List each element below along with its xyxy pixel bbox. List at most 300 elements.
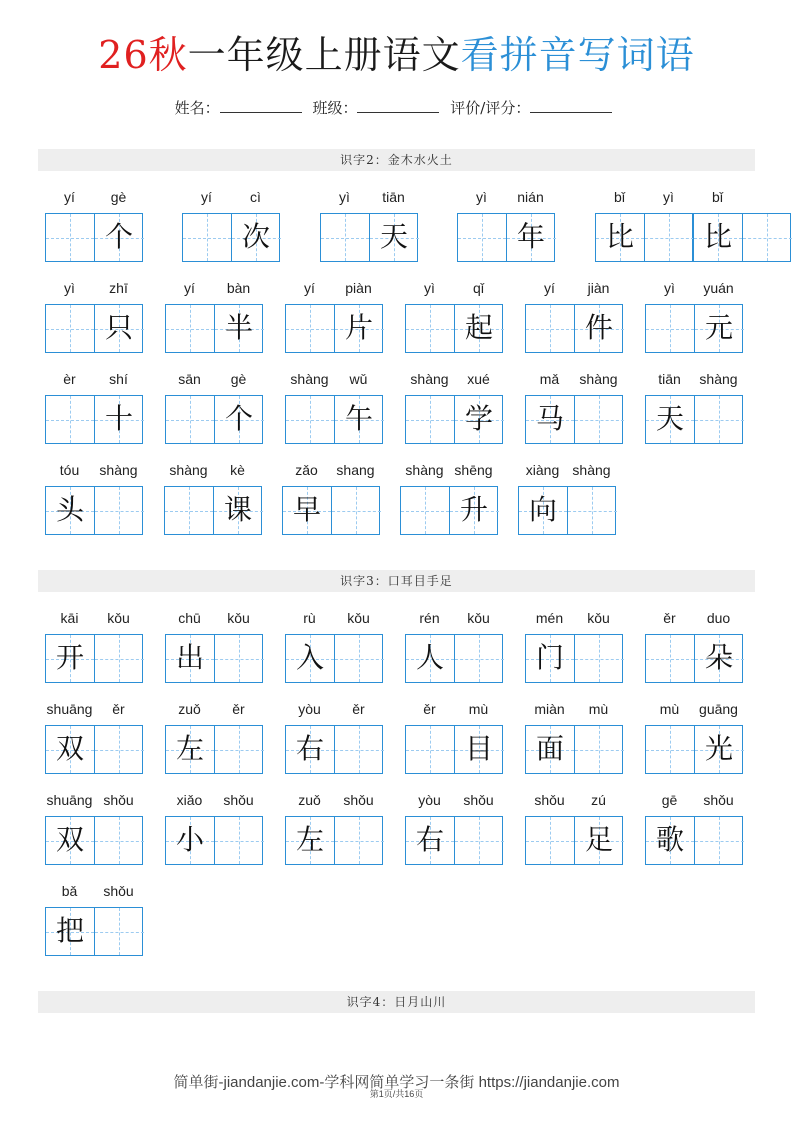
word-item	[282, 462, 380, 536]
writing-cell-1[interactable]	[166, 726, 215, 773]
hanzi-1: 歌	[655, 823, 684, 856]
pinyin-1: yì	[339, 189, 350, 205]
writing-cell-2[interactable]	[507, 214, 556, 261]
tianzige-box	[405, 816, 503, 865]
word-item	[165, 701, 263, 775]
hanzi-1	[406, 396, 454, 443]
hanzi-1	[321, 214, 369, 261]
writing-cell-1[interactable]	[321, 214, 370, 261]
word-item	[525, 280, 623, 354]
word-item	[285, 280, 383, 354]
writing-cell-1[interactable]	[406, 817, 455, 864]
pinyin-1: zuǒ	[298, 792, 321, 808]
pinyin-2: nián	[517, 189, 544, 205]
hanzi-1	[646, 726, 694, 773]
hanzi-1: 开	[55, 641, 84, 674]
tianzige-box	[645, 816, 743, 865]
hanzi-2: 件	[584, 311, 613, 344]
hanzi-1	[406, 726, 454, 773]
word-item	[285, 792, 383, 866]
section-heading-3: 识字4：日月山川	[38, 991, 755, 1013]
pinyin-2: kǒu	[107, 610, 130, 626]
tianzige-box	[164, 486, 262, 535]
writing-cell-1[interactable]	[646, 635, 695, 682]
page-title	[0, 30, 793, 80]
hanzi-2	[575, 396, 624, 443]
word-item	[182, 189, 280, 263]
writing-cell-1[interactable]	[401, 487, 450, 534]
tianzige-box	[285, 395, 383, 444]
writing-cell-1[interactable]	[46, 396, 95, 443]
pinyin-2: kǒu	[587, 610, 610, 626]
word-item	[525, 610, 623, 684]
word-item	[645, 610, 743, 684]
hanzi-2: 午	[344, 402, 373, 435]
writing-cell-1[interactable]	[46, 305, 95, 352]
writing-cell-2[interactable]	[215, 305, 264, 352]
pinyin-1: yí	[201, 189, 212, 205]
hanzi-2: 个	[104, 220, 133, 253]
tianzige-box	[405, 395, 503, 444]
hanzi-1	[526, 305, 574, 352]
writing-cell-2[interactable]	[335, 635, 384, 682]
tianzige-box	[525, 395, 623, 444]
hanzi-2: 个	[224, 402, 253, 435]
pinyin-2: piàn	[345, 280, 372, 296]
writing-cell-1[interactable]	[526, 817, 575, 864]
writing-cell-2[interactable]	[695, 817, 744, 864]
hanzi-1	[646, 635, 694, 682]
writing-cell-2[interactable]	[575, 396, 624, 443]
pinyin-2: shí	[109, 371, 128, 387]
pinyin-1: rén	[419, 610, 440, 626]
writing-cell-2[interactable]	[455, 396, 504, 443]
hanzi-1: 左	[295, 823, 324, 856]
writing-cell-2[interactable]	[215, 396, 264, 443]
hanzi-1: 入	[295, 641, 324, 674]
writing-cell-2[interactable]	[568, 487, 617, 534]
writing-cell-2[interactable]	[232, 214, 281, 261]
writing-cell-1[interactable]	[646, 305, 695, 352]
tianzige-box	[320, 213, 418, 262]
pinyin-2: ěr	[232, 701, 245, 717]
writing-cell-1[interactable]	[526, 726, 575, 773]
class-blank[interactable]	[357, 98, 439, 113]
hanzi-2	[215, 726, 264, 773]
writing-cell-1[interactable]	[406, 396, 455, 443]
hanzi-1: 双	[55, 732, 84, 765]
writing-cell-2[interactable]	[95, 817, 144, 864]
pinyin-2: shǒu	[343, 792, 374, 808]
writing-cell-2[interactable]	[455, 635, 504, 682]
hanzi-1	[166, 305, 214, 352]
pinyin-1: sān	[178, 371, 201, 387]
hanzi-2	[695, 396, 744, 443]
word-item	[165, 371, 263, 445]
word-item	[518, 462, 616, 536]
hanzi-1: 门	[535, 641, 564, 674]
hanzi-2	[455, 817, 504, 864]
tianzige-box	[282, 486, 380, 535]
pinyin-1: bǐ	[614, 189, 625, 205]
pinyin-1: shuāng	[46, 792, 93, 808]
writing-cell-1[interactable]	[166, 635, 215, 682]
title-course: 一年级上册语文	[187, 33, 461, 77]
hanzi-1	[406, 305, 454, 352]
writing-cell-2[interactable]	[455, 817, 504, 864]
writing-cell-2[interactable]	[645, 214, 694, 261]
writing-cell-1[interactable]	[166, 817, 215, 864]
word-item	[405, 371, 503, 445]
word-item	[645, 701, 743, 775]
writing-cell-2[interactable]	[695, 396, 744, 443]
pinyin-2: tiān	[382, 189, 405, 205]
writing-cell-2[interactable]	[450, 487, 499, 534]
hanzi-1: 右	[295, 732, 324, 765]
word-item	[165, 792, 263, 866]
word-item	[45, 701, 143, 775]
writing-cell-1[interactable]	[286, 817, 335, 864]
pinyin-2: kè	[230, 462, 245, 478]
name-blank[interactable]	[220, 98, 302, 113]
pinyin-2: duo	[706, 610, 731, 626]
title-topic: 看拼音写词语	[460, 33, 695, 77]
writing-cell-1[interactable]	[46, 487, 95, 534]
pinyin-2: shǒu	[223, 792, 254, 808]
writing-cell-1[interactable]	[286, 305, 335, 352]
hanzi-1	[286, 305, 334, 352]
pinyin-2: guāng	[699, 701, 738, 717]
pinyin-2: shàng	[579, 371, 618, 387]
hanzi-2: 只	[104, 311, 133, 344]
word-item	[400, 462, 498, 536]
word-item	[525, 792, 623, 866]
tianzige-box	[45, 213, 143, 262]
pinyin-1: shàng	[169, 462, 208, 478]
pinyin-1: yí	[544, 280, 555, 296]
hanzi-1	[286, 396, 334, 443]
hanzi-1	[46, 305, 94, 352]
writing-cell-1[interactable]	[596, 214, 645, 261]
writing-cell-1[interactable]	[526, 305, 575, 352]
word-item	[645, 371, 743, 445]
hanzi-1	[46, 396, 94, 443]
writing-cell-2[interactable]	[695, 635, 744, 682]
tianzige-box	[645, 304, 743, 353]
pinyin-1: yí	[64, 189, 75, 205]
hanzi-2: 朵	[704, 641, 733, 674]
writing-cell-2[interactable]	[215, 726, 264, 773]
hanzi-2: 次	[241, 220, 270, 253]
writing-cell-2[interactable]	[695, 305, 744, 352]
pinyin-1: shuāng	[46, 701, 93, 717]
pinyin-2: kǒu	[347, 610, 370, 626]
pinyin-1: yòu	[418, 792, 441, 808]
writing-cell-2[interactable]	[215, 817, 264, 864]
pinyin-2: mù	[468, 701, 489, 717]
hanzi-2: 天	[379, 220, 408, 253]
hanzi-2: 光	[704, 732, 733, 765]
hanzi-1	[166, 396, 214, 443]
pinyin-1: kāi	[60, 610, 79, 626]
tianzige-box	[400, 486, 498, 535]
word-item	[525, 371, 623, 445]
word-item	[285, 371, 383, 445]
pinyin-1: shǒu	[534, 792, 565, 808]
writing-cell-2[interactable]	[335, 726, 384, 773]
hanzi-1: 头	[55, 493, 84, 526]
hanzi-1: 出	[175, 641, 204, 674]
writing-cell-2[interactable]	[95, 726, 144, 773]
hanzi-2	[575, 726, 624, 773]
writing-cell-1[interactable]	[286, 396, 335, 443]
pinyin-2: cì	[250, 189, 261, 205]
writing-cell-2[interactable]	[575, 726, 624, 773]
writing-cell-1[interactable]	[46, 908, 95, 955]
pinyin-1: yì	[476, 189, 487, 205]
hanzi-1: 小	[175, 823, 204, 856]
writing-cell-2[interactable]	[332, 487, 381, 534]
pinyin-1: mù	[659, 701, 680, 717]
tianzige-box	[595, 213, 693, 262]
word-item	[405, 610, 503, 684]
tianzige-box	[285, 634, 383, 683]
pinyin-1: chū	[178, 610, 201, 626]
hanzi-1: 把	[55, 914, 84, 947]
hanzi-2	[568, 487, 617, 534]
pinyin-2: jiàn	[587, 280, 610, 296]
tianzige-box	[693, 213, 791, 262]
writing-cell-1[interactable]	[646, 396, 695, 443]
footer-text: 简单街-jiandanjie.com-学科网简单学习一条街 https://jiandanjie.com	[173, 1074, 620, 1091]
writing-cell-2[interactable]	[95, 487, 144, 534]
hanzi-2	[335, 726, 384, 773]
hanzi-1: 右	[415, 823, 444, 856]
hanzi-2: 元	[704, 311, 733, 344]
tianzige-box	[165, 725, 263, 774]
tianzige-box	[285, 304, 383, 353]
writing-cell-2[interactable]	[695, 726, 744, 773]
tianzige-box	[45, 725, 143, 774]
writing-cell-1[interactable]	[526, 396, 575, 443]
pinyin-2: zú	[591, 792, 606, 808]
writing-cell-1[interactable]	[46, 726, 95, 773]
hanzi-1: 早	[292, 493, 321, 526]
writing-cell-1[interactable]	[165, 487, 214, 534]
tianzige-box	[165, 304, 263, 353]
writing-cell-2[interactable]	[95, 908, 144, 955]
page-number: 第1页/共16页	[369, 1089, 424, 1099]
writing-cell-2[interactable]	[743, 214, 792, 261]
writing-cell-1[interactable]	[286, 726, 335, 773]
name-label: 姓名：	[174, 99, 220, 117]
pinyin-1: yòu	[298, 701, 321, 717]
pinyin-1: yí	[184, 280, 195, 296]
writing-cell-1[interactable]	[46, 214, 95, 261]
writing-cell-1[interactable]	[526, 635, 575, 682]
writing-cell-1[interactable]	[283, 487, 332, 534]
pinyin-2: wǔ	[349, 371, 368, 387]
hanzi-2	[645, 214, 694, 261]
writing-cell-1[interactable]	[183, 214, 232, 261]
writing-cell-1[interactable]	[286, 635, 335, 682]
word-item	[645, 792, 743, 866]
pinyin-2: kǒu	[227, 610, 250, 626]
writing-cell-2[interactable]	[214, 487, 263, 534]
tianzige-box	[165, 816, 263, 865]
tianzige-box	[518, 486, 616, 535]
score-label: 评价/评分：	[450, 99, 531, 117]
pinyin-2: bàn	[226, 280, 251, 296]
word-item	[45, 792, 143, 866]
writing-cell-1[interactable]	[458, 214, 507, 261]
word-item	[45, 280, 143, 354]
pinyin-1: ěr	[423, 701, 436, 717]
pinyin-1: gē	[661, 792, 678, 808]
tianzige-box	[45, 816, 143, 865]
word-item	[285, 701, 383, 775]
tianzige-box	[645, 725, 743, 774]
pinyin-2: zhī	[109, 280, 128, 296]
pinyin-1: shàng	[405, 462, 444, 478]
tianzige-box	[165, 395, 263, 444]
pinyin-1: yí	[304, 280, 315, 296]
writing-cell-1[interactable]	[406, 635, 455, 682]
writing-cell-1[interactable]	[694, 214, 743, 261]
word-item	[320, 189, 418, 263]
word-item	[165, 610, 263, 684]
tianzige-box	[525, 725, 623, 774]
writing-cell-1[interactable]	[406, 305, 455, 352]
pinyin-1: yì	[664, 280, 675, 296]
writing-cell-1[interactable]	[46, 817, 95, 864]
pinyin-2: yì	[663, 189, 674, 205]
pinyin-1: bǎ	[61, 883, 78, 899]
writing-cell-1[interactable]	[646, 726, 695, 773]
writing-cell-2[interactable]	[335, 817, 384, 864]
pinyin-1: tóu	[59, 462, 80, 478]
pinyin-2: mù	[588, 701, 609, 717]
writing-cell-2[interactable]	[455, 726, 504, 773]
hanzi-1: 马	[535, 402, 564, 435]
hanzi-2: 十	[104, 402, 133, 435]
tianzige-box	[45, 634, 143, 683]
pinyin-1: èr	[63, 371, 76, 387]
hanzi-1	[646, 305, 694, 352]
writing-cell-2[interactable]	[95, 396, 144, 443]
writing-cell-1[interactable]	[406, 726, 455, 773]
word-item	[405, 792, 503, 866]
word-item	[693, 189, 791, 263]
hanzi-1	[165, 487, 213, 534]
writing-cell-2[interactable]	[370, 214, 419, 261]
writing-cell-1[interactable]	[519, 487, 568, 534]
tianzige-box	[525, 304, 623, 353]
pinyin-2: shǒu	[463, 792, 494, 808]
hanzi-2	[95, 487, 144, 534]
word-item	[165, 280, 263, 354]
writing-cell-2[interactable]	[335, 396, 384, 443]
hanzi-2: 学	[464, 402, 493, 435]
pinyin-1: rù	[303, 610, 316, 626]
pinyin-2: ěr	[352, 701, 365, 717]
hanzi-1: 比	[703, 220, 732, 253]
hanzi-1	[183, 214, 231, 261]
pinyin-1: tiān	[658, 371, 681, 387]
section-heading-1: 识字2：金木水火土	[38, 149, 755, 171]
hanzi-2	[695, 817, 744, 864]
tianzige-box	[405, 304, 503, 353]
writing-cell-2[interactable]	[95, 635, 144, 682]
pinyin-2: yuán	[703, 280, 734, 296]
writing-cell-2[interactable]	[95, 305, 144, 352]
writing-cell-1[interactable]	[166, 396, 215, 443]
score-blank[interactable]	[530, 98, 612, 113]
tianzige-box	[165, 634, 263, 683]
word-item	[525, 701, 623, 775]
writing-cell-2[interactable]	[335, 305, 384, 352]
tianzige-box	[525, 634, 623, 683]
word-item	[457, 189, 555, 263]
pinyin-2: shǒu	[703, 792, 734, 808]
hanzi-2	[95, 726, 144, 773]
tianzige-box	[645, 395, 743, 444]
tianzige-box	[45, 395, 143, 444]
hanzi-2: 起	[464, 311, 493, 344]
writing-cell-2[interactable]	[575, 635, 624, 682]
hanzi-2: 片	[344, 311, 373, 344]
word-item	[45, 462, 143, 536]
pinyin-1: ěr	[663, 610, 676, 626]
writing-cell-2[interactable]	[455, 305, 504, 352]
pinyin-2: xué	[467, 371, 490, 387]
writing-cell-2[interactable]	[95, 214, 144, 261]
writing-cell-2[interactable]	[575, 305, 624, 352]
pinyin-2: shēng	[454, 462, 493, 478]
tianzige-box	[645, 634, 743, 683]
word-item	[45, 371, 143, 445]
writing-cell-1[interactable]	[166, 305, 215, 352]
pinyin-1: yì	[64, 280, 75, 296]
pinyin-1: zǎo	[295, 462, 318, 478]
word-item	[45, 610, 143, 684]
word-item	[45, 189, 143, 263]
tianzige-box	[405, 634, 503, 683]
writing-cell-1[interactable]	[46, 635, 95, 682]
hanzi-1	[526, 817, 574, 864]
writing-cell-1[interactable]	[646, 817, 695, 864]
writing-cell-2[interactable]	[215, 635, 264, 682]
hanzi-1: 左	[175, 732, 204, 765]
tianzige-box	[457, 213, 555, 262]
tianzige-box	[45, 486, 143, 535]
hanzi-1: 天	[655, 402, 684, 435]
writing-cell-2[interactable]	[575, 817, 624, 864]
pinyin-2: ěr	[112, 701, 125, 717]
word-item	[45, 883, 143, 957]
tianzige-box	[285, 816, 383, 865]
pinyin-1: xiàng	[525, 462, 560, 478]
hanzi-1: 比	[605, 220, 634, 253]
hanzi-2	[95, 908, 144, 955]
pinyin-2: gè	[110, 189, 127, 205]
pinyin-2: shǒu	[103, 883, 134, 899]
pinyin-1: yì	[424, 280, 435, 296]
hanzi-1	[458, 214, 506, 261]
pinyin-1: bǐ	[712, 189, 723, 205]
word-item	[405, 280, 503, 354]
pinyin-2: shàng	[699, 371, 738, 387]
